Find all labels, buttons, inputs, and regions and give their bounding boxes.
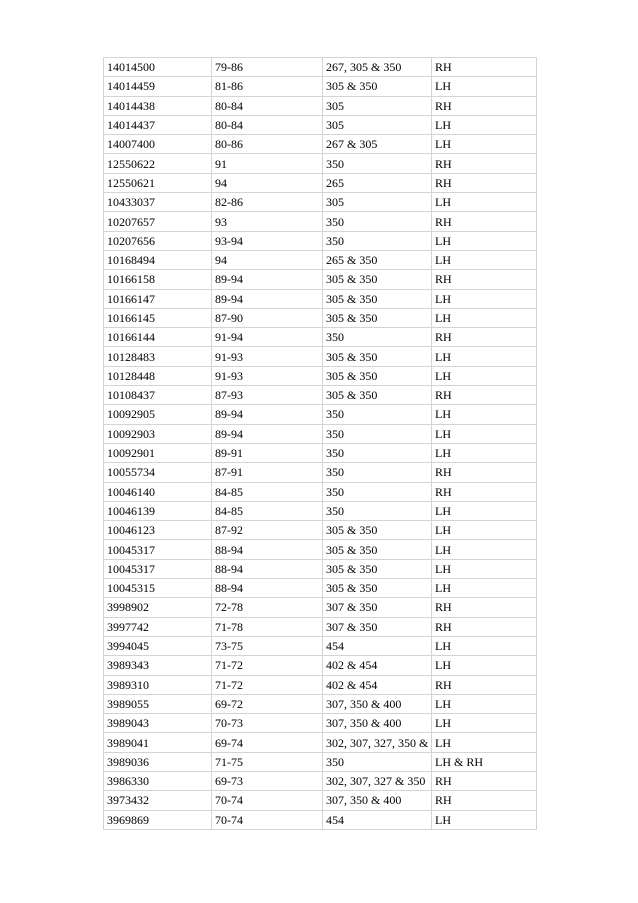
table-row bbox=[104, 501, 537, 520]
engines-cell: 267 & 305 bbox=[323, 135, 432, 154]
engines-cell: 350 bbox=[323, 328, 432, 347]
side-cell: LH bbox=[432, 115, 537, 134]
years-cell: 88-94 bbox=[212, 540, 323, 559]
years-cell: 89-94 bbox=[212, 289, 323, 308]
engines-cell: 350 bbox=[323, 463, 432, 482]
years-cell: 69-73 bbox=[212, 771, 323, 790]
part-number-cell: 14014500 bbox=[104, 58, 212, 77]
side-cell: LH bbox=[432, 366, 537, 385]
part-number-cell: 3989036 bbox=[104, 752, 212, 771]
part-number-cell: 3969869 bbox=[104, 810, 212, 829]
engines-cell: 305 & 350 bbox=[323, 386, 432, 405]
side-cell: LH bbox=[432, 694, 537, 713]
engines-cell: 305 & 350 bbox=[323, 270, 432, 289]
part-number-cell: 10046139 bbox=[104, 501, 212, 520]
years-cell: 71-78 bbox=[212, 617, 323, 636]
part-number-cell: 12550621 bbox=[104, 173, 212, 192]
years-cell: 71-72 bbox=[212, 656, 323, 675]
engines-cell: 307, 350 & 400 bbox=[323, 694, 432, 713]
engines-cell: 402 & 454 bbox=[323, 656, 432, 675]
engines-cell: 302, 307, 327, 350 & bbox=[323, 733, 432, 752]
part-number-cell: 10207656 bbox=[104, 231, 212, 250]
years-cell: 82-86 bbox=[212, 193, 323, 212]
engines-cell: 454 bbox=[323, 810, 432, 829]
part-number-cell: 14014459 bbox=[104, 77, 212, 96]
side-cell: LH bbox=[432, 347, 537, 366]
side-cell: RH bbox=[432, 173, 537, 192]
years-cell: 93 bbox=[212, 212, 323, 231]
side-cell: RH bbox=[432, 482, 537, 501]
part-number-cell: 10045315 bbox=[104, 579, 212, 598]
part-number-cell: 3989343 bbox=[104, 656, 212, 675]
side-cell: RH bbox=[432, 212, 537, 231]
part-number-cell: 3998902 bbox=[104, 598, 212, 617]
years-cell: 73-75 bbox=[212, 636, 323, 655]
years-cell: 87-92 bbox=[212, 521, 323, 540]
years-cell: 88-94 bbox=[212, 579, 323, 598]
engines-cell: 350 bbox=[323, 752, 432, 771]
side-cell: LH bbox=[432, 636, 537, 655]
years-cell: 70-74 bbox=[212, 810, 323, 829]
table-row bbox=[104, 598, 537, 617]
part-number-cell: 3973432 bbox=[104, 791, 212, 810]
years-cell: 80-86 bbox=[212, 135, 323, 154]
part-number-cell: 10092901 bbox=[104, 443, 212, 462]
engines-cell: 305 & 350 bbox=[323, 77, 432, 96]
engines-cell: 305 & 350 bbox=[323, 540, 432, 559]
side-cell: LH bbox=[432, 521, 537, 540]
table-row bbox=[104, 791, 537, 810]
table-row bbox=[104, 386, 537, 405]
engines-cell: 350 bbox=[323, 212, 432, 231]
part-number-cell: 10433037 bbox=[104, 193, 212, 212]
table-row bbox=[104, 656, 537, 675]
side-cell: RH bbox=[432, 598, 537, 617]
years-cell: 89-94 bbox=[212, 270, 323, 289]
part-number-cell: 3994045 bbox=[104, 636, 212, 655]
part-number-cell: 10055734 bbox=[104, 463, 212, 482]
table-row bbox=[104, 135, 537, 154]
years-cell: 72-78 bbox=[212, 598, 323, 617]
table-row bbox=[104, 733, 537, 752]
part-number-cell: 3989310 bbox=[104, 675, 212, 694]
table-row bbox=[104, 212, 537, 231]
side-cell: LH bbox=[432, 250, 537, 269]
part-number-cell: 3989043 bbox=[104, 714, 212, 733]
engines-cell: 307, 350 & 400 bbox=[323, 714, 432, 733]
engines-cell: 265 & 350 bbox=[323, 250, 432, 269]
part-number-cell: 14014437 bbox=[104, 115, 212, 134]
side-cell: LH bbox=[432, 501, 537, 520]
table-row bbox=[104, 579, 537, 598]
engines-cell: 307 & 350 bbox=[323, 598, 432, 617]
engines-cell: 305 & 350 bbox=[323, 289, 432, 308]
table-row bbox=[104, 347, 537, 366]
table-row bbox=[104, 193, 537, 212]
engines-cell: 307, 350 & 400 bbox=[323, 791, 432, 810]
table-row bbox=[104, 289, 537, 308]
table-row bbox=[104, 752, 537, 771]
years-cell: 69-72 bbox=[212, 694, 323, 713]
side-cell: LH bbox=[432, 289, 537, 308]
side-cell: LH bbox=[432, 308, 537, 327]
side-cell: LH bbox=[432, 656, 537, 675]
years-cell: 89-91 bbox=[212, 443, 323, 462]
side-cell: RH bbox=[432, 270, 537, 289]
engines-cell: 305 & 350 bbox=[323, 521, 432, 540]
engines-cell: 305 & 350 bbox=[323, 308, 432, 327]
part-number-cell: 10108437 bbox=[104, 386, 212, 405]
years-cell: 79-86 bbox=[212, 58, 323, 77]
engines-cell: 402 & 454 bbox=[323, 675, 432, 694]
table-row bbox=[104, 540, 537, 559]
years-cell: 89-94 bbox=[212, 424, 323, 443]
years-cell: 70-74 bbox=[212, 791, 323, 810]
table-row bbox=[104, 173, 537, 192]
table-row bbox=[104, 521, 537, 540]
engines-cell: 350 bbox=[323, 424, 432, 443]
table-row bbox=[104, 77, 537, 96]
table-row bbox=[104, 424, 537, 443]
years-cell: 91-93 bbox=[212, 366, 323, 385]
side-cell: RH bbox=[432, 328, 537, 347]
side-cell: RH bbox=[432, 675, 537, 694]
years-cell: 93-94 bbox=[212, 231, 323, 250]
side-cell: LH bbox=[432, 733, 537, 752]
engines-cell: 305 & 350 bbox=[323, 579, 432, 598]
table-row bbox=[104, 154, 537, 173]
table-row bbox=[104, 714, 537, 733]
engines-cell: 350 bbox=[323, 482, 432, 501]
side-cell: LH bbox=[432, 424, 537, 443]
side-cell: LH bbox=[432, 559, 537, 578]
years-cell: 91-93 bbox=[212, 347, 323, 366]
table-row bbox=[104, 617, 537, 636]
engines-cell: 350 bbox=[323, 154, 432, 173]
part-number-cell: 3989055 bbox=[104, 694, 212, 713]
engines-cell: 454 bbox=[323, 636, 432, 655]
years-cell: 91-94 bbox=[212, 328, 323, 347]
years-cell: 71-72 bbox=[212, 675, 323, 694]
part-number-cell: 10166144 bbox=[104, 328, 212, 347]
years-cell: 80-84 bbox=[212, 96, 323, 115]
years-cell: 84-85 bbox=[212, 501, 323, 520]
parts-table-body bbox=[104, 58, 537, 830]
side-cell: RH bbox=[432, 463, 537, 482]
part-number-cell: 10128483 bbox=[104, 347, 212, 366]
table-row bbox=[104, 675, 537, 694]
side-cell: RH bbox=[432, 96, 537, 115]
years-cell: 87-90 bbox=[212, 308, 323, 327]
table-row bbox=[104, 405, 537, 424]
part-number-cell: 10166158 bbox=[104, 270, 212, 289]
engines-cell: 305 bbox=[323, 193, 432, 212]
table-row bbox=[104, 115, 537, 134]
part-number-cell: 10207657 bbox=[104, 212, 212, 231]
table-row bbox=[104, 96, 537, 115]
engines-cell: 350 bbox=[323, 501, 432, 520]
table-row bbox=[104, 443, 537, 462]
side-cell: LH bbox=[432, 77, 537, 96]
side-cell: LH bbox=[432, 231, 537, 250]
years-cell: 70-73 bbox=[212, 714, 323, 733]
part-number-cell: 10046123 bbox=[104, 521, 212, 540]
part-number-cell: 10092903 bbox=[104, 424, 212, 443]
engines-cell: 350 bbox=[323, 443, 432, 462]
table-row bbox=[104, 250, 537, 269]
table-row bbox=[104, 694, 537, 713]
engines-cell: 305 bbox=[323, 115, 432, 134]
side-cell: RH bbox=[432, 617, 537, 636]
side-cell: LH bbox=[432, 135, 537, 154]
table-row bbox=[104, 231, 537, 250]
side-cell: LH & RH bbox=[432, 752, 537, 771]
engines-cell: 350 bbox=[323, 405, 432, 424]
part-number-cell: 10166145 bbox=[104, 308, 212, 327]
years-cell: 88-94 bbox=[212, 559, 323, 578]
table-row bbox=[104, 810, 537, 829]
table-row bbox=[104, 58, 537, 77]
side-cell: RH bbox=[432, 791, 537, 810]
part-number-cell: 12550622 bbox=[104, 154, 212, 173]
side-cell: LH bbox=[432, 193, 537, 212]
part-number-cell: 3989041 bbox=[104, 733, 212, 752]
table-row bbox=[104, 636, 537, 655]
part-number-cell: 10168494 bbox=[104, 250, 212, 269]
years-cell: 71-75 bbox=[212, 752, 323, 771]
years-cell: 81-86 bbox=[212, 77, 323, 96]
side-cell: RH bbox=[432, 154, 537, 173]
table-row bbox=[104, 463, 537, 482]
years-cell: 91 bbox=[212, 154, 323, 173]
years-cell: 87-93 bbox=[212, 386, 323, 405]
engines-cell: 265 bbox=[323, 173, 432, 192]
engines-cell: 305 & 350 bbox=[323, 559, 432, 578]
part-number-cell: 10045317 bbox=[104, 559, 212, 578]
table-row bbox=[104, 270, 537, 289]
part-number-cell: 10045317 bbox=[104, 540, 212, 559]
table-row bbox=[104, 328, 537, 347]
part-number-cell: 10046140 bbox=[104, 482, 212, 501]
table-row bbox=[104, 308, 537, 327]
engines-cell: 305 bbox=[323, 96, 432, 115]
side-cell: RH bbox=[432, 771, 537, 790]
part-number-cell: 10128448 bbox=[104, 366, 212, 385]
side-cell: LH bbox=[432, 540, 537, 559]
years-cell: 87-91 bbox=[212, 463, 323, 482]
part-number-cell: 14007400 bbox=[104, 135, 212, 154]
side-cell: LH bbox=[432, 405, 537, 424]
table-row bbox=[104, 771, 537, 790]
part-number-cell: 10092905 bbox=[104, 405, 212, 424]
parts-table bbox=[103, 57, 537, 830]
side-cell: RH bbox=[432, 386, 537, 405]
engines-cell: 307 & 350 bbox=[323, 617, 432, 636]
side-cell: LH bbox=[432, 579, 537, 598]
years-cell: 94 bbox=[212, 173, 323, 192]
part-number-cell: 3986330 bbox=[104, 771, 212, 790]
years-cell: 84-85 bbox=[212, 482, 323, 501]
engines-cell: 302, 307, 327 & 350 bbox=[323, 771, 432, 790]
engines-cell: 350 bbox=[323, 231, 432, 250]
years-cell: 94 bbox=[212, 250, 323, 269]
side-cell: LH bbox=[432, 714, 537, 733]
part-number-cell: 3997742 bbox=[104, 617, 212, 636]
years-cell: 69-74 bbox=[212, 733, 323, 752]
years-cell: 89-94 bbox=[212, 405, 323, 424]
engines-cell: 267, 305 & 350 bbox=[323, 58, 432, 77]
table-row bbox=[104, 366, 537, 385]
side-cell: RH bbox=[432, 58, 537, 77]
table-row bbox=[104, 482, 537, 501]
side-cell: LH bbox=[432, 810, 537, 829]
part-number-cell: 14014438 bbox=[104, 96, 212, 115]
engines-cell: 305 & 350 bbox=[323, 366, 432, 385]
engines-cell: 305 & 350 bbox=[323, 347, 432, 366]
part-number-cell: 10166147 bbox=[104, 289, 212, 308]
years-cell: 80-84 bbox=[212, 115, 323, 134]
table-row bbox=[104, 559, 537, 578]
side-cell: LH bbox=[432, 443, 537, 462]
